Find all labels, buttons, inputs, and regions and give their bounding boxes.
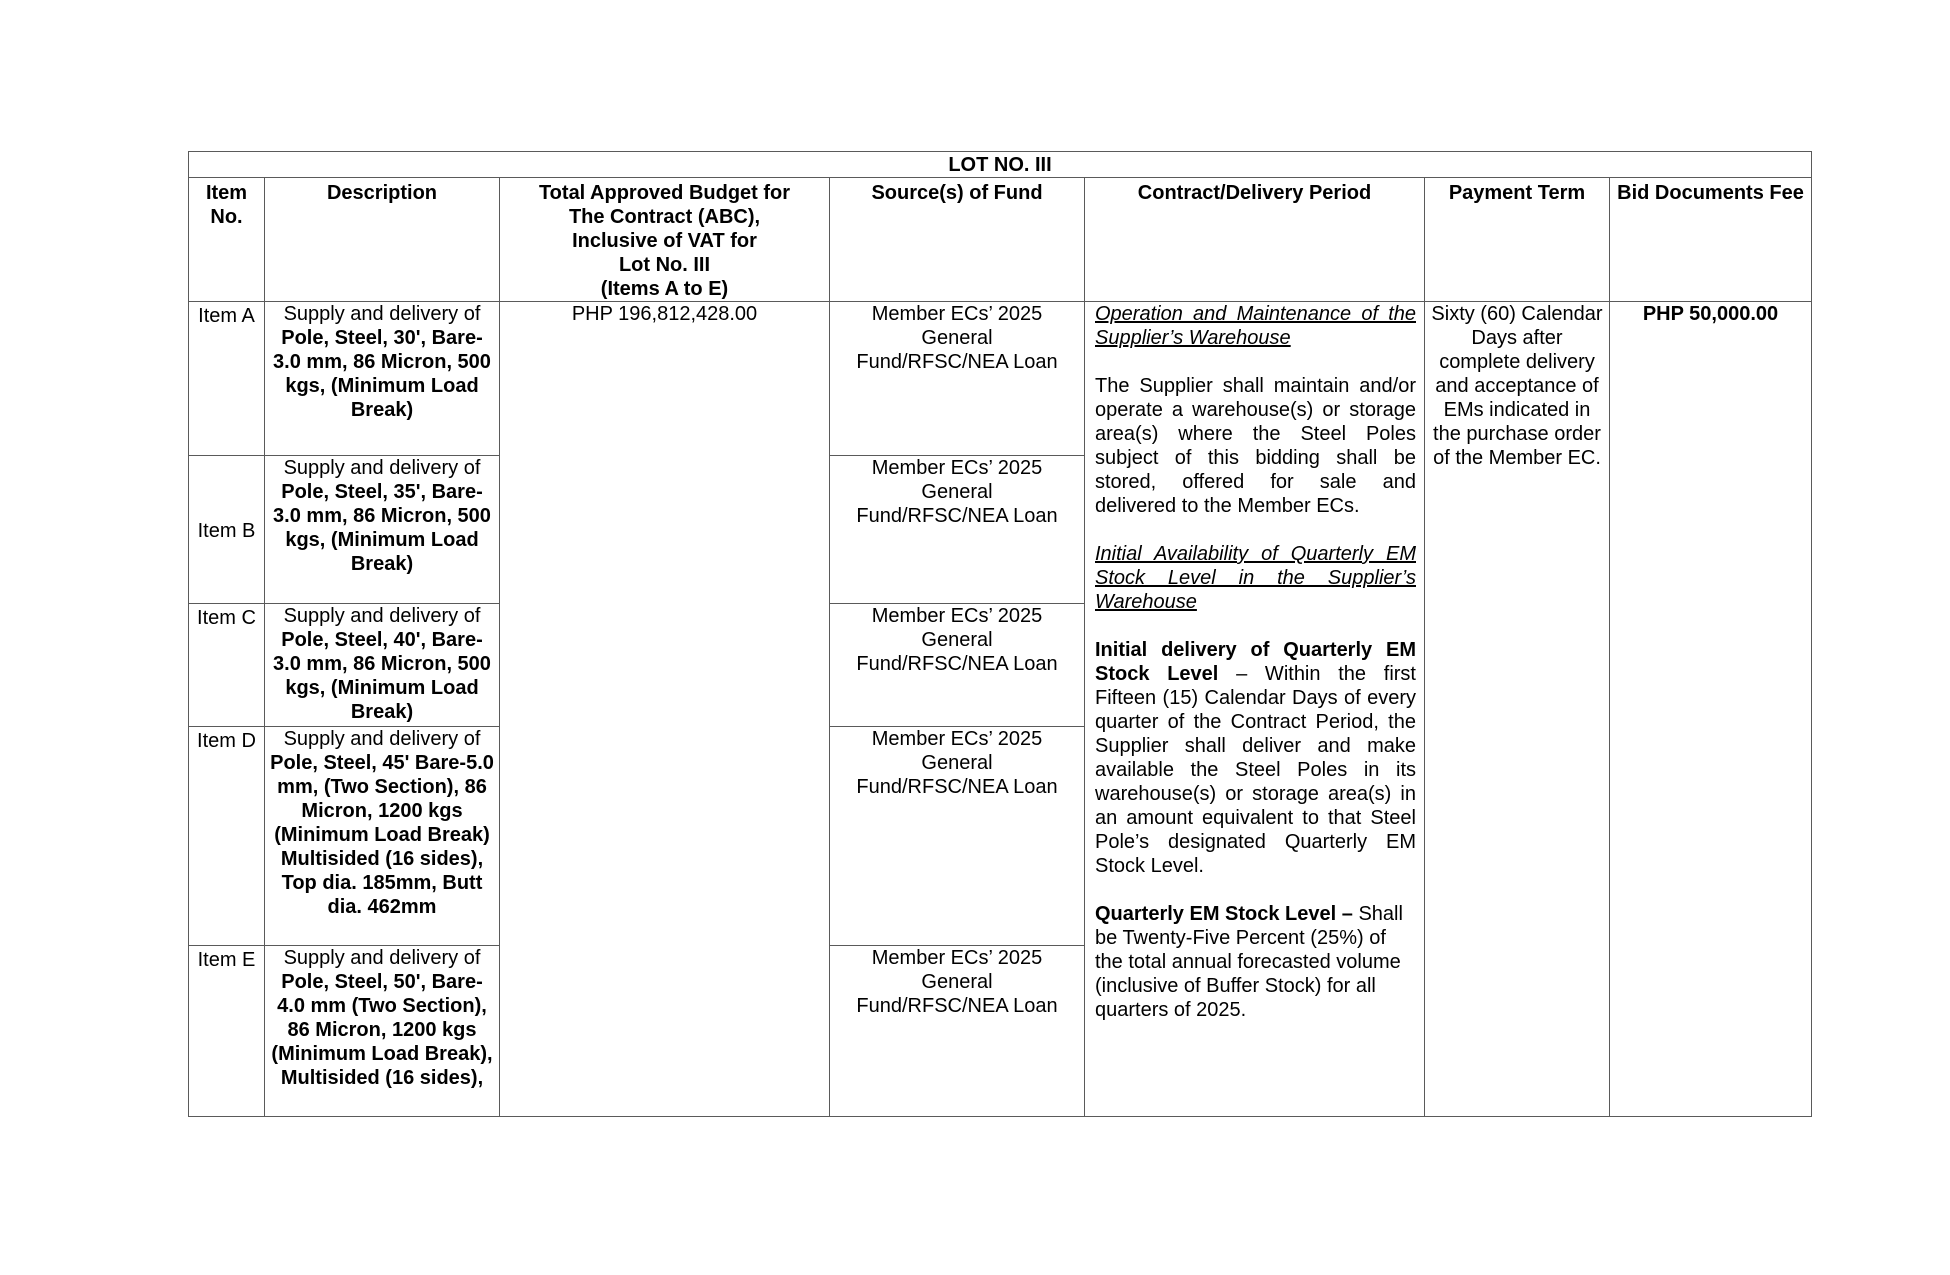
desc-plain: Supply and delivery of bbox=[283, 947, 481, 969]
source-line: General bbox=[921, 971, 993, 993]
source-line: Fund/RFSC/NEA Loan bbox=[856, 776, 1058, 798]
contract-period bbox=[1085, 302, 1425, 1117]
item-description bbox=[265, 456, 500, 604]
initial-delivery-text: – Within the first Fifteen (15) Calendar Days of every quarter of the Contract Period, the Supplier shall deliver and make available the Steel Poles in its warehouse(s) or storage area(s) in an amount equivalent to that Steel Pole’s designated Quarterly EM Stock Level. bbox=[1095, 663, 1416, 877]
desc-plain: Supply and delivery of bbox=[283, 728, 481, 750]
desc-plain: Supply and delivery of bbox=[283, 457, 481, 479]
desc-bold: Pole, Steel, 35', Bare-3.0 mm, 86 Micron, 500 kgs, (Minimum Load Break) bbox=[273, 481, 491, 575]
stock-level-label: Quarterly EM Stock Level – bbox=[1095, 903, 1353, 925]
desc-bold: Pole, Steel, 45' Bare-5.0 mm, (Two Section), 86 Micron, 1200 kgs (Minimum Load Break) Multisided (16 sides), Top dia. 185mm, Butt dia. 462mm bbox=[270, 752, 494, 918]
source-line: General bbox=[921, 752, 993, 774]
item-no: Item D bbox=[189, 727, 265, 946]
header-contract: Contract/Delivery Period bbox=[1085, 178, 1425, 302]
source-line: Member ECs’ 2025 bbox=[871, 303, 1043, 325]
source-line: Fund/RFSC/NEA Loan bbox=[856, 351, 1058, 373]
item-no: Item A bbox=[189, 302, 265, 456]
header-payment: Payment Term bbox=[1425, 178, 1610, 302]
table-row bbox=[189, 302, 1812, 456]
header-abc-line: Lot No. III bbox=[618, 254, 711, 276]
lot-title: LOT NO. III bbox=[189, 152, 1812, 178]
desc-bold: Pole, Steel, 40', Bare-3.0 mm, 86 Micron, 500 kgs, (Minimum Load Break) bbox=[273, 629, 491, 723]
item-source bbox=[830, 456, 1085, 604]
source-line: General bbox=[921, 481, 993, 503]
initial-delivery-label: Initial delivery of Quarterly EM Stock Level bbox=[1095, 639, 1416, 685]
header-item-no: Item No. bbox=[189, 178, 265, 302]
desc-bold: Pole, Steel, 30', Bare-3.0 mm, 86 Micron, 500 kgs, (Minimum Load Break) bbox=[273, 327, 491, 421]
source-line: Member ECs’ 2025 bbox=[871, 605, 1043, 627]
source-line: Fund/RFSC/NEA Loan bbox=[856, 505, 1058, 527]
contract-para-initial-delivery bbox=[1095, 638, 1416, 878]
desc-plain: Supply and delivery of bbox=[283, 303, 481, 325]
item-description bbox=[265, 604, 500, 727]
item-source bbox=[830, 946, 1085, 1117]
item-description bbox=[265, 727, 500, 946]
lot-table bbox=[188, 151, 1812, 1117]
source-line: Fund/RFSC/NEA Loan bbox=[856, 653, 1058, 675]
contract-heading-warehouse: Operation and Maintenance of the Supplier’s Warehouse bbox=[1095, 303, 1416, 349]
header-abc-line: (Items A to E) bbox=[600, 278, 729, 300]
header-source: Source(s) of Fund bbox=[830, 178, 1085, 302]
item-source bbox=[830, 302, 1085, 456]
item-description bbox=[265, 946, 500, 1117]
header-abc-line: Total Approved Budget for bbox=[538, 182, 791, 204]
item-no: Item E bbox=[189, 946, 265, 1117]
item-source bbox=[830, 727, 1085, 946]
header-abc-line: The Contract (ABC), bbox=[568, 206, 761, 228]
header-description: Description bbox=[265, 178, 500, 302]
item-no: Item C bbox=[189, 604, 265, 727]
contract-para-warehouse: The Supplier shall maintain and/or operate a warehouse(s) or storage area(s) where the Steel Poles subject of this bidding shall be stored, offered for sale and delivered to the Member ECs. bbox=[1095, 375, 1416, 517]
source-line: Member ECs’ 2025 bbox=[871, 457, 1043, 479]
desc-plain: Supply and delivery of bbox=[283, 605, 481, 627]
item-no: Item B bbox=[189, 456, 265, 604]
abc-value: PHP 196,812,428.00 bbox=[500, 302, 830, 1117]
stock-level-text: Shall be Twenty-Five Percent (25%) of the total annual forecasted volume (inclusive of Buffer Stock) for all quarters of 2025. bbox=[1095, 903, 1403, 1021]
source-line: Member ECs’ 2025 bbox=[871, 728, 1043, 750]
source-line: General bbox=[921, 629, 993, 651]
header-abc bbox=[500, 178, 830, 302]
source-line: Fund/RFSC/NEA Loan bbox=[856, 995, 1058, 1017]
contract-para-stock-level bbox=[1095, 902, 1416, 1022]
header-row bbox=[189, 178, 1812, 302]
source-line: General bbox=[921, 327, 993, 349]
source-line: Member ECs’ 2025 bbox=[871, 947, 1043, 969]
desc-bold: Pole, Steel, 50', Bare-4.0 mm (Two Section), 86 Micron, 1200 kgs (Minimum Load Break), Multisided (16 sides), bbox=[271, 971, 493, 1089]
item-source bbox=[830, 604, 1085, 727]
header-bid-fee: Bid Documents Fee bbox=[1610, 178, 1812, 302]
item-description bbox=[265, 302, 500, 456]
contract-heading-availability: Initial Availability of Quarterly EM Stock Level in the Supplier’s Warehouse bbox=[1095, 543, 1416, 613]
bid-fee: PHP 50,000.00 bbox=[1610, 302, 1812, 1117]
header-abc-line: Inclusive of VAT for bbox=[572, 230, 757, 252]
payment-term: Sixty (60) Calendar Days after complete delivery and acceptance of EMs indicated in the purchase order of the Member EC. bbox=[1425, 302, 1610, 1117]
